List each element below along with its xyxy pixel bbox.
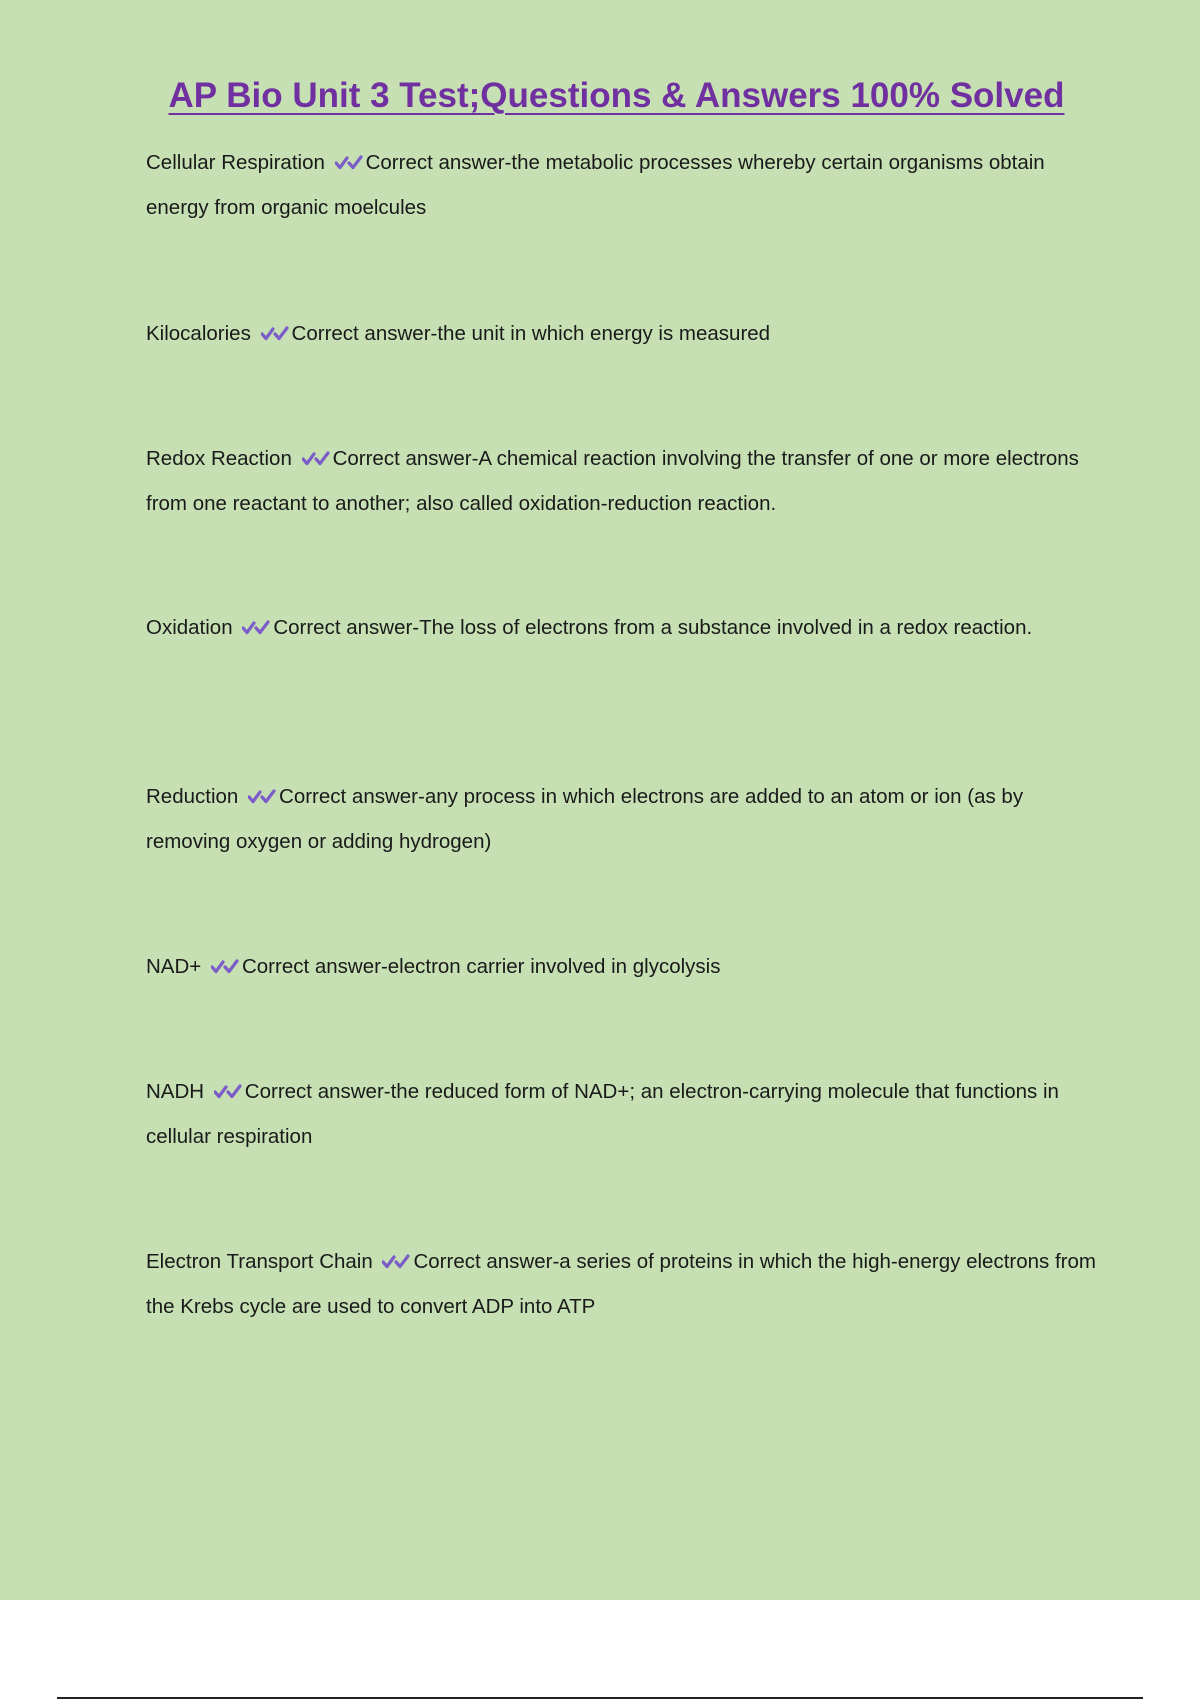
double-check-icon xyxy=(302,448,330,468)
entry-answer: the metabolic processes whereby certain organisms obtain energy from organic moelcules xyxy=(146,151,1045,219)
entry-answer-prefix: Correct answer- xyxy=(273,616,420,639)
entry-answer-prefix: Correct answer- xyxy=(332,447,479,470)
double-check-icon xyxy=(211,956,239,976)
entry-answer-prefix: Correct answer- xyxy=(244,1080,391,1103)
footer-divider xyxy=(57,1697,1143,1699)
entry-answer: electron carrier involved in glycolysis xyxy=(387,955,721,978)
entry-answer: A chemical reaction involving the transfer of one or more electrons from one reactant to another; also called oxidation-reduction reaction. xyxy=(146,447,1079,515)
qa-entry-oxidation xyxy=(146,605,1096,650)
double-check-icon xyxy=(242,617,270,637)
entry-term: Oxidation xyxy=(146,616,233,639)
entry-answer: the unit in which energy is measured xyxy=(437,322,771,345)
entry-answer: the reduced form of NAD+; an electron-carrying molecule that functions in cellular respiration xyxy=(146,1080,1059,1148)
qa-entry-electron-transport-chain xyxy=(146,1239,1096,1329)
entry-answer-prefix: Correct answer- xyxy=(365,151,512,174)
entry-answer: a series of proteins in which the high-energy electrons from the Krebs cycle are used to convert ADP into ATP xyxy=(146,1250,1096,1318)
entry-term: NAD+ xyxy=(146,955,202,978)
qa-entry-nad-plus xyxy=(146,944,1096,989)
double-check-icon xyxy=(335,152,363,172)
entry-answer: The loss of electrons from a substance involved in a redox reaction. xyxy=(419,616,1033,639)
entry-term: Redox Reaction xyxy=(146,447,292,470)
entry-answer-prefix: Correct answer- xyxy=(413,1250,560,1273)
double-check-icon xyxy=(382,1251,410,1271)
qa-entry-reduction xyxy=(146,774,1096,864)
document-title: AP Bio Unit 3 Test;Questions & Answers 100% Solved xyxy=(168,76,1065,115)
double-check-icon xyxy=(214,1081,242,1101)
entry-answer-prefix: Correct answer- xyxy=(279,785,425,808)
double-check-icon xyxy=(248,786,276,806)
entry-answer-prefix: Correct answer- xyxy=(291,322,438,345)
qa-entry-nadh xyxy=(146,1069,1096,1159)
entry-answer-prefix: Correct answer- xyxy=(241,955,388,978)
entry-term: Kilocalories xyxy=(146,322,251,345)
entry-term: Cellular Respiration xyxy=(146,151,325,174)
qa-entry-kilocalories xyxy=(146,311,1096,356)
qa-entry-redox-reaction xyxy=(146,436,1096,526)
entry-term: Electron Transport Chain xyxy=(146,1250,373,1273)
entry-term: Reduction xyxy=(146,785,239,808)
entry-answer: any process in which electrons are added to an atom or ion (as by removing oxygen or adding hydrogen) xyxy=(146,785,1024,853)
entry-term: NADH xyxy=(146,1080,205,1103)
double-check-icon xyxy=(261,323,289,343)
qa-entry-cellular-respiration xyxy=(146,140,1096,230)
